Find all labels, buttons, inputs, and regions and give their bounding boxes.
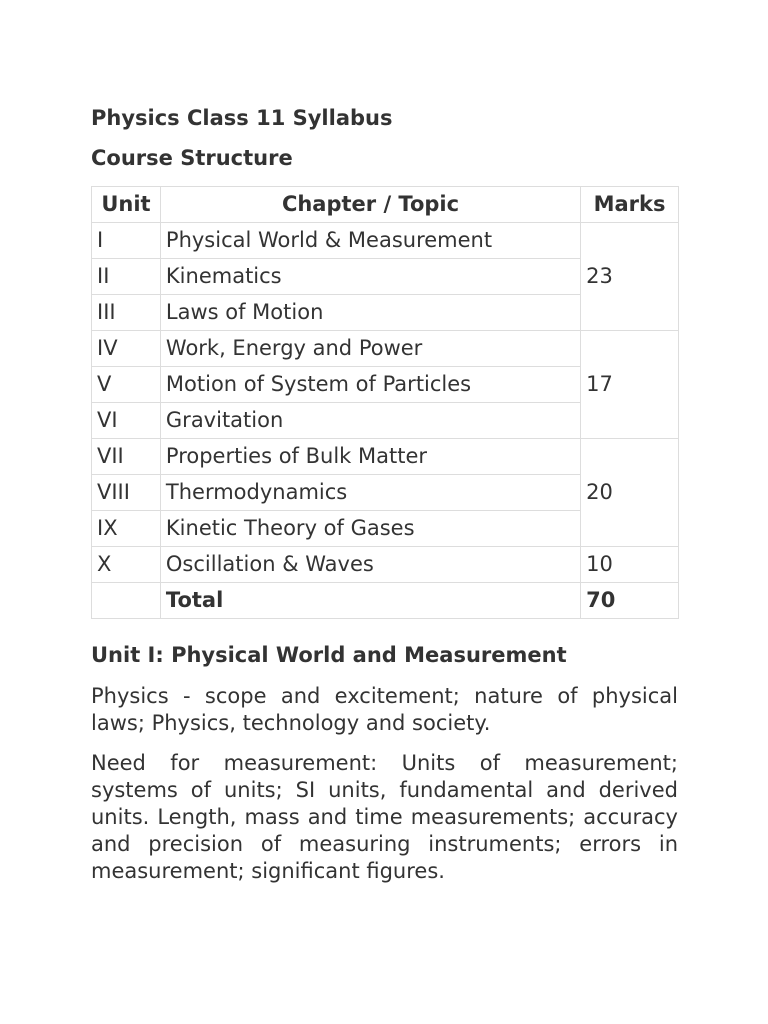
unit-cell: X	[92, 547, 161, 583]
table-row	[92, 223, 679, 259]
unit-cell: VII	[92, 439, 161, 475]
unit-cell: VIII	[92, 475, 161, 511]
total-marks: 70	[581, 583, 679, 619]
topic-cell: Properties of Bulk Matter	[160, 439, 580, 475]
column-header-unit: Unit	[92, 187, 161, 223]
marks-cell: 20	[581, 439, 679, 547]
section-heading-course-structure: Course Structure	[91, 146, 293, 170]
marks-cell: 17	[581, 331, 679, 439]
table-header-row	[92, 187, 679, 223]
column-header-marks: Marks	[581, 187, 679, 223]
unit-cell: I	[92, 223, 161, 259]
topic-cell: Gravitation	[160, 403, 580, 439]
page-title: Physics Class 11 Syllabus	[91, 106, 393, 130]
unit-cell: IV	[92, 331, 161, 367]
paragraph: Need for measurement: Units of measurement; systems of units; SI units, fundamental and derived units. Length, mass and time measurements; accuracy and precision of measuring instruments; errors in measurement; significant figures.	[91, 751, 678, 883]
topic-cell: Physical World & Measurement	[160, 223, 580, 259]
paragraph: Physics - scope and excitement; nature of physical laws; Physics, technology and society.	[91, 684, 678, 735]
topic-cell: Kinetic Theory of Gases	[160, 511, 580, 547]
table-row	[92, 439, 679, 475]
topic-cell: Work, Energy and Power	[160, 331, 580, 367]
marks-cell: 10	[581, 547, 679, 583]
course-structure-table	[91, 186, 679, 619]
column-header-topic: Chapter / Topic	[160, 187, 580, 223]
topic-cell: Kinematics	[160, 259, 580, 295]
topic-cell: Oscillation & Waves	[160, 547, 580, 583]
section-heading-unit-1: Unit I: Physical World and Measurement	[91, 643, 567, 667]
table-total-row	[92, 583, 679, 619]
topic-cell: Motion of System of Particles	[160, 367, 580, 403]
table-row	[92, 547, 679, 583]
unit-cell: IX	[92, 511, 161, 547]
empty-unit-cell	[92, 583, 161, 619]
unit-cell: III	[92, 295, 161, 331]
unit-cell: V	[92, 367, 161, 403]
marks-cell: 23	[581, 223, 679, 331]
total-label: Total	[160, 583, 580, 619]
topic-cell: Thermodynamics	[160, 475, 580, 511]
table-row	[92, 331, 679, 367]
unit-cell: II	[92, 259, 161, 295]
topic-cell: Laws of Motion	[160, 295, 580, 331]
unit-cell: VI	[92, 403, 161, 439]
